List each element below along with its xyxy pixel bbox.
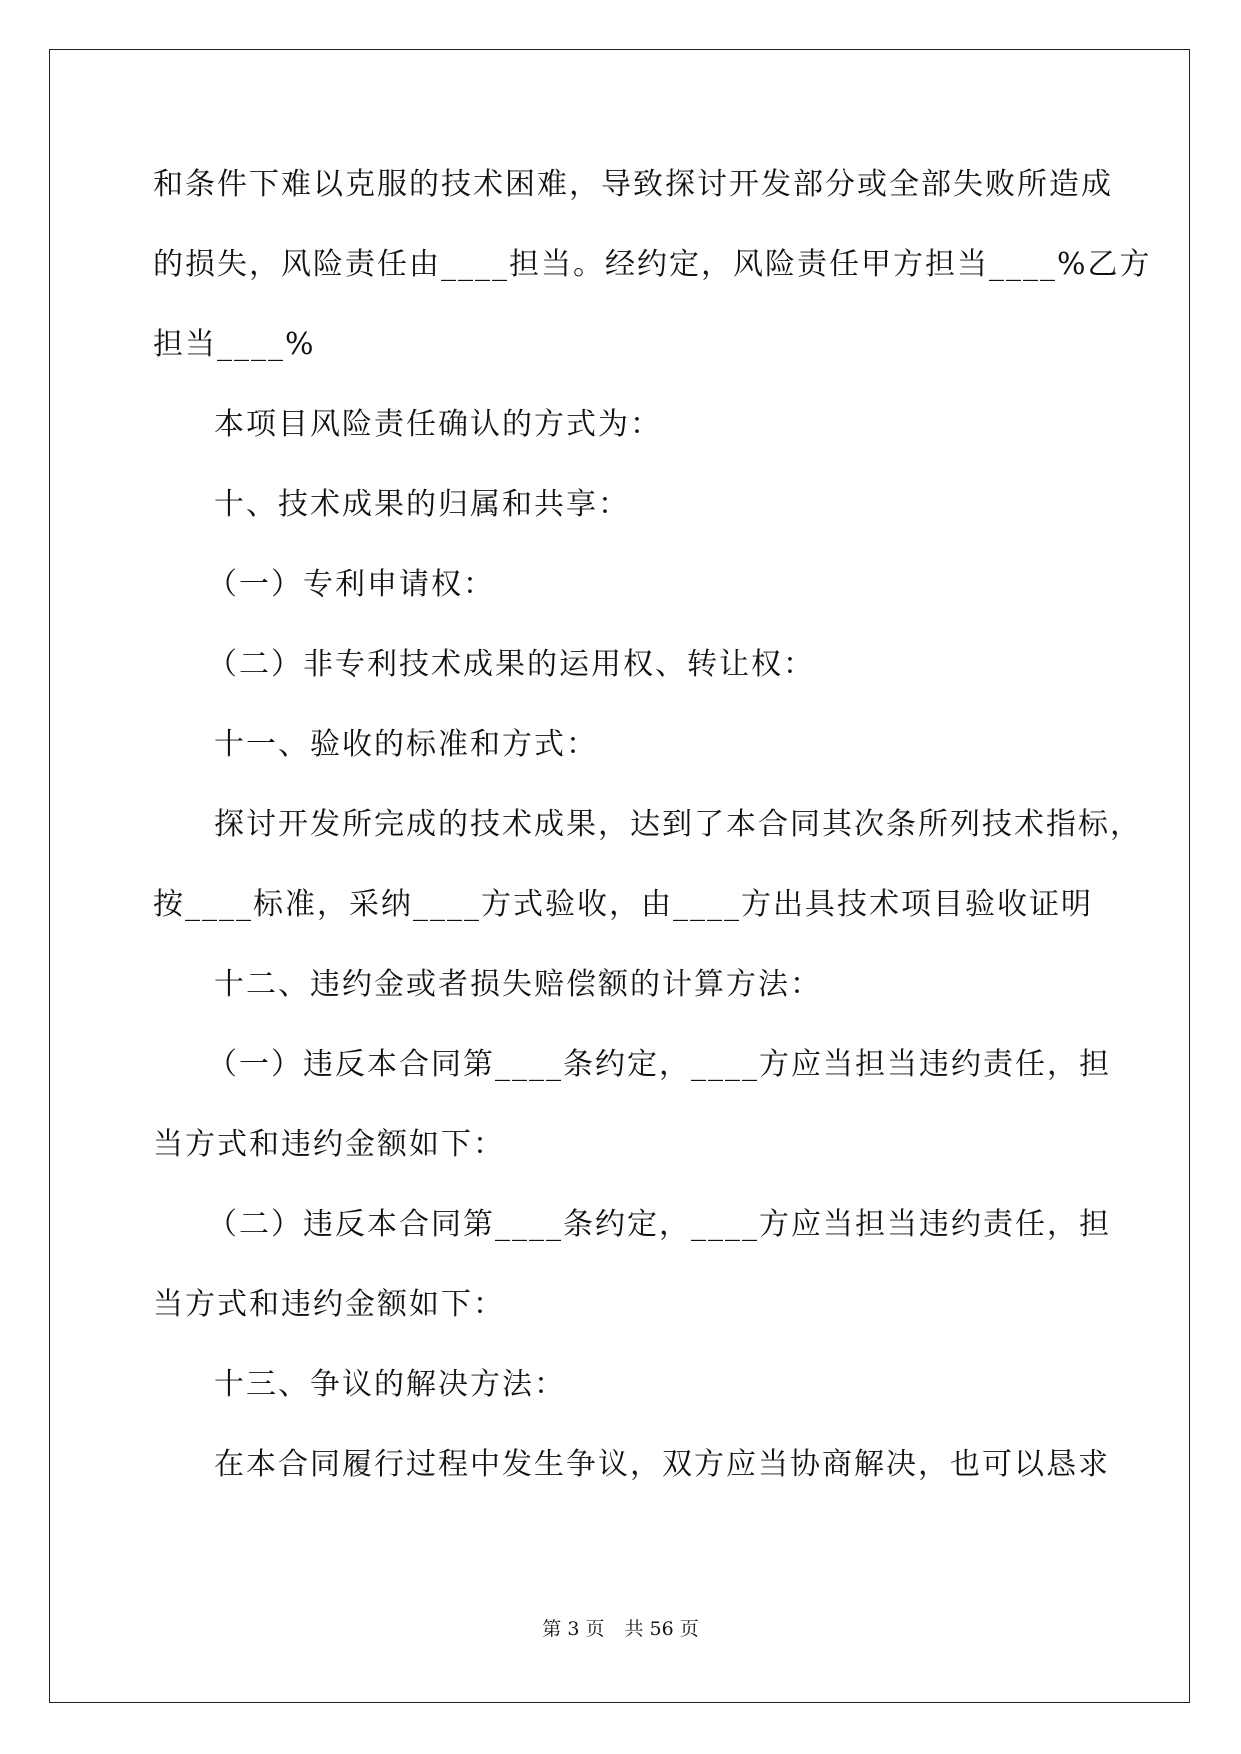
text-line-breach-1-end: 当方式和违约金额如下：: [153, 1127, 505, 1162]
subsection-breach-1: （一）违反本合同第____条约定，____方应当担当违约责任，担: [207, 1047, 1111, 1082]
page-total: 共 56 页: [624, 1618, 699, 1640]
text-line-risk-allocation-end: 担当____%: [153, 327, 316, 362]
section-heading-10: 十、技术成果的归属和共享：: [214, 487, 630, 522]
section-heading-12: 十二、违约金或者损失赔偿额的计算方法：: [214, 967, 822, 1002]
section-heading-11: 十一、验收的标准和方式：: [214, 727, 598, 762]
text-line-acceptance-end: 按____标准，采纳____方式验收，由____方出具技术项目验收证明: [153, 887, 1093, 922]
subsection-non-patent-right: （二）非专利技术成果的运用权、转让权：: [207, 647, 815, 682]
document-body: [153, 165, 1152, 1525]
text-line-acceptance: 探讨开发所完成的技术成果，达到了本合同其次条所列技术指标，: [214, 807, 1142, 842]
text-line-breach-2-end: 当方式和违约金额如下：: [153, 1287, 505, 1322]
subsection-patent-right: （一）专利申请权：: [207, 567, 495, 602]
text-line-risk-allocation: 的损失，风险责任由____担当。经约定，风险责任甲方担当____%乙方: [153, 247, 1152, 282]
subsection-breach-2: （二）违反本合同第____条约定，____方应当担当违约责任，担: [207, 1207, 1111, 1242]
page-footer: [0, 1614, 1241, 1641]
text-line-dispute: 在本合同履行过程中发生争议，双方应当协商解决，也可以恳求: [214, 1447, 1110, 1482]
section-heading-13: 十三、争议的解决方法：: [214, 1367, 566, 1402]
page-number: 第 3 页: [542, 1618, 605, 1640]
text-line-risk-confirmation: 本项目风险责任确认的方式为：: [214, 407, 662, 442]
text-line-continuation: 和条件下难以克服的技术困难，导致探讨开发部分或全部失败所造成: [153, 167, 1113, 202]
